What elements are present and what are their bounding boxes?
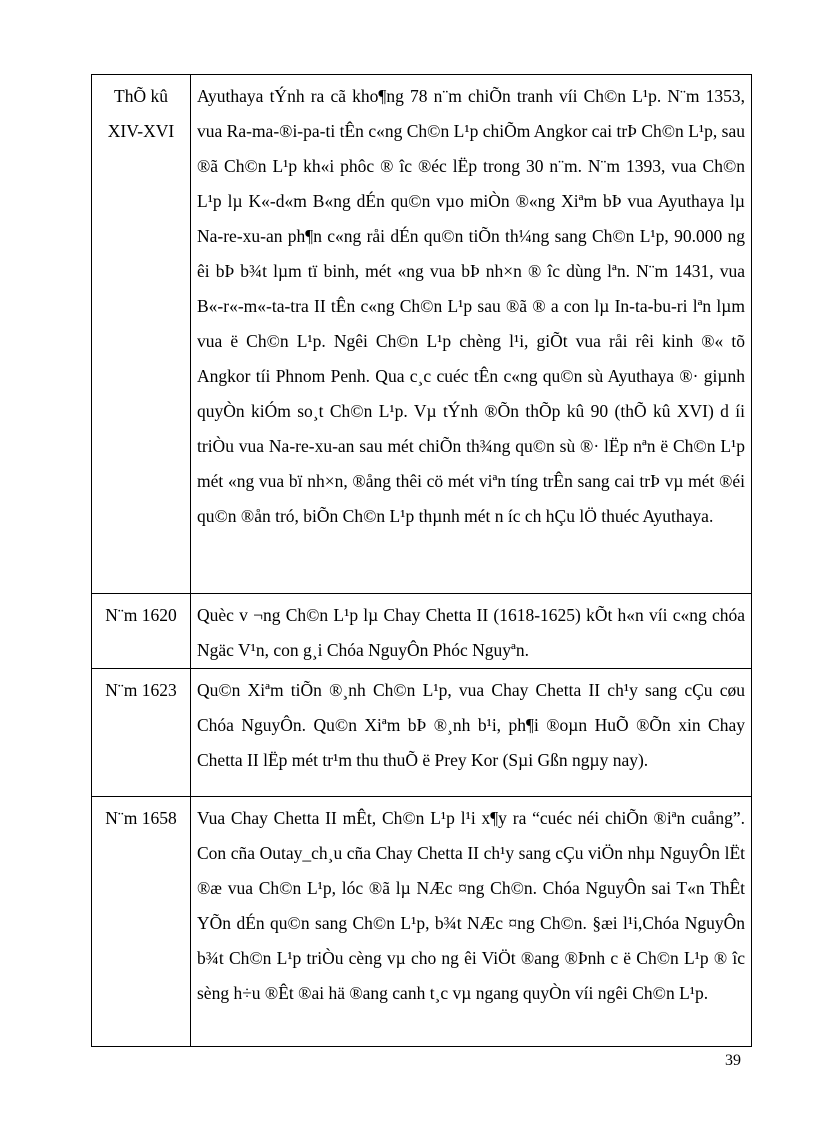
period-cell: N¨m 1620	[92, 594, 191, 669]
period-cell: ThÕ kû XIV-XVI	[92, 75, 191, 594]
event-cell: Qu©n Xiªm tiÕn ®¸nh Ch©n L¹p, vua Chay Chetta II ch¹y sang cÇu cøu Chóa NguyÔn. Qu©n Xiªm bÞ ®¸nh b¹i, ph¶i ®oµn HuÕ ®Õn xin Chay Chetta II lËp mét tr¹m thu thuÕ ë Prey Kor (Sµi Gßn ngµy nay).	[191, 669, 752, 797]
page-number: 39	[725, 1052, 741, 1069]
event-cell: Ayuthaya tÝnh ra cã kho¶ng 78 n¨m chiÕn tranh víi Ch©n L¹p. N¨m 1353, vua Ra-ma-®i-pa-ti tÊn c«ng Ch©n L¹p chiÕm Angkor cai trÞ Ch©n L¹p, sau ®ã Ch©n L¹p kh«i phôc ® îc ®éc lËp trong 30 n¨m. N¨m 1393, vua Ch©n L¹p lµ K«-d«m B«ng dÉn qu©n vµo miÒn ®«ng Xiªm bÞ vua Ayuthaya lµ Na-re-xu-an ph¶n c«ng råi dÉn qu©n tiÕn th¼ng sang Ch©n L¹p, 90.000 ng êi bÞ b¾t lµm tï binh, mét «ng vua bÞ nh×n ® îc dùng lªn. N¨m 1431, vua B«-r«-m«-ta-tra II tÊn c«ng Ch©n L¹p sau ®ã ® a con lµ In-ta-bu-ri lªn lµm vua ë Ch©n L¹p. Ngêi Ch©n L¹p chèng l¹i, giÕt vua råi rêi kinh ®« tõ Angkor tíi Phnom Penh. Qua c¸c cuéc tÊn c«ng qu©n sù Ayuthaya ®· giµnh quyÒn kiÓm so¸t Ch©n L¹p. Vµ tÝnh ®Õn thÕp kû 90 (thÕ kû XVI) d íi triÒu vua Na-re-xu-an sau mét chiÕn th¾ng qu©n sù ®· lËp nªn ë Ch©n L¹p mét «ng vua bï nh×n, ®ång thêi cö mét viªn tíng trÊn sang cai trÞ vµ mét ®éi qu©n ®ån tró, biÕn Ch©n L¹p thµnh mét n íc ch hÇu lÖ thuéc Ayuthaya.	[191, 75, 752, 594]
table-row	[92, 594, 752, 669]
table-row	[92, 797, 752, 1047]
period-cell: N¨m 1658	[92, 797, 191, 1047]
table-row	[92, 669, 752, 797]
history-table	[91, 74, 752, 1047]
event-cell: Quèc v ¬ng Ch©n L¹p lµ Chay Chetta II (1618-1625) kÕt h«n víi c«ng chóa Ngäc V¹n, con g¸i Chóa NguyÔn Phóc Nguyªn.	[191, 594, 752, 669]
event-cell: Vua Chay Chetta II mÊt, Ch©n L¹p l¹i x¶y ra “cuéc néi chiÕn ®iªn cuång”. Con cña Outay_ch¸u cña Chay Chetta II ch¹y sang cÇu viÖn nhµ NguyÔn lËt ®æ vua Ch©n L¹p, lóc ®ã lµ NÆc ¤ng Ch©n. Chóa NguyÔn sai T«n ThÊt YÕn dÉn qu©n sang Ch©n L¹p, b¾t NÆc ¤ng Ch©n. §æi l¹i,Chóa NguyÔn b¾t Ch©n L¹p triÒu cèng vµ cho ng êi ViÖt ®ang ®Þnh c ë Ch©n L¹p ® îc sèng h÷u ®Êt ®ai hä ®ang canh t¸c vµ ngang quyÒn víi ngêi Ch©n L¹p.	[191, 797, 752, 1047]
table-row	[92, 75, 752, 594]
period-cell: N¨m 1623	[92, 669, 191, 797]
